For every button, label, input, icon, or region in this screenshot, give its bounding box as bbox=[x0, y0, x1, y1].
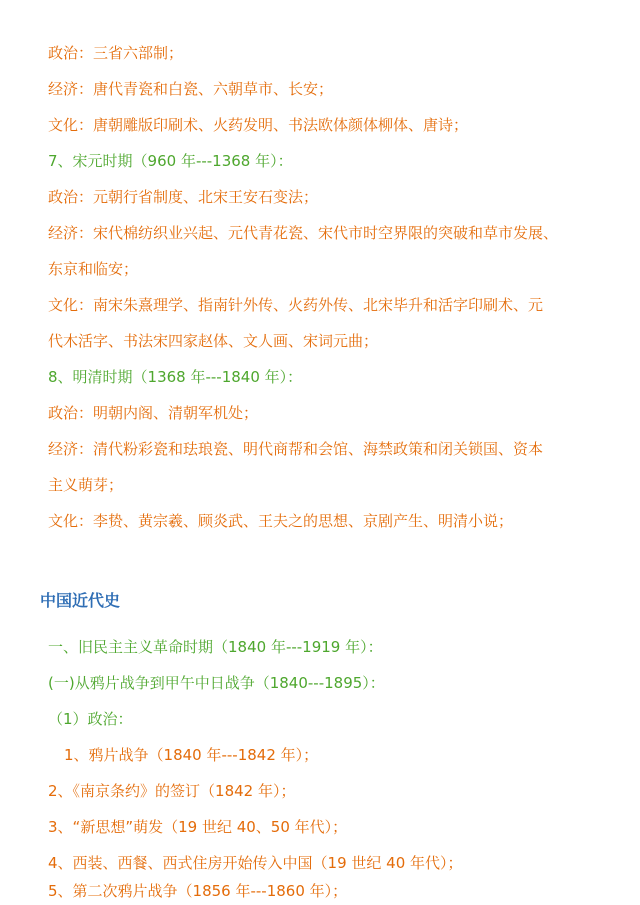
item-western-style: 4、西装、西餐、西式住房开始传入中国（19 世纪 40 年代）； bbox=[48, 854, 463, 872]
item-nanjing-treaty: 2、《南京条约》的签订（1842 年）； bbox=[48, 782, 296, 800]
culture-song-yuan: 文化：南宋朱熹理学、指南针外传、火药外传、北宋毕升和活字印刷术、元 bbox=[48, 296, 544, 314]
item-opium-war: 1、鸦片战争（1840 年---1842 年）； bbox=[64, 746, 319, 764]
economy-song-yuan: 经济：宋代棉纺织业兴起、元代青花瓷、宋代市时空界限的突破和草市发展、 bbox=[48, 224, 559, 242]
heading-song-yuan: 7、宋元时期（960 年---1368 年）： bbox=[48, 152, 293, 170]
item-second-opium-war: 5、第二次鸦片战争（1856 年---1860 年）； bbox=[48, 882, 348, 900]
culture-song-yuan-cont: 代木活字、书法宋四家赵体、文人画、宋词元曲； bbox=[48, 332, 379, 350]
period-old-democratic-revolution: 一、旧民主主义革命时期（1840 年---1919 年）： bbox=[48, 638, 383, 656]
section-title-modern-history: 中国近代史 bbox=[40, 591, 121, 610]
item-new-thought: 3、“新思想”萌发（19 世纪 40、50 年代）； bbox=[48, 818, 348, 836]
economy-song-yuan-cont: 东京和临安； bbox=[48, 260, 139, 278]
subperiod-opium-to-sino-japanese: (一)从鸦片战争到甲午中日战争（1840---1895）： bbox=[48, 674, 385, 692]
politics-tang: 政治：三省六部制； bbox=[48, 44, 184, 62]
heading-ming-qing: 8、明清时期（1368 年---1840 年）： bbox=[48, 368, 303, 386]
economy-ming-qing-cont: 主义萌芽； bbox=[48, 476, 124, 494]
economy-tang: 经济：唐代青瓷和白瓷、六朝草市、长安； bbox=[48, 80, 334, 98]
culture-ming-qing: 文化：李贽、黄宗羲、顾炎武、王夫之的思想、京剧产生、明清小说； bbox=[48, 512, 514, 530]
culture-tang: 文化：唐朝雕版印刷术、火药发明、书法欧体颜体柳体、唐诗； bbox=[48, 116, 469, 134]
category-politics: （1）政治： bbox=[48, 710, 133, 728]
politics-song-yuan: 政治：元朝行省制度、北宋王安石变法； bbox=[48, 188, 319, 206]
politics-ming-qing: 政治：明朝内阁、清朝军机处； bbox=[48, 404, 259, 422]
economy-ming-qing: 经济：清代粉彩瓷和珐琅瓷、明代商帮和会馆、海禁政策和闭关锁国、资本 bbox=[48, 440, 544, 458]
